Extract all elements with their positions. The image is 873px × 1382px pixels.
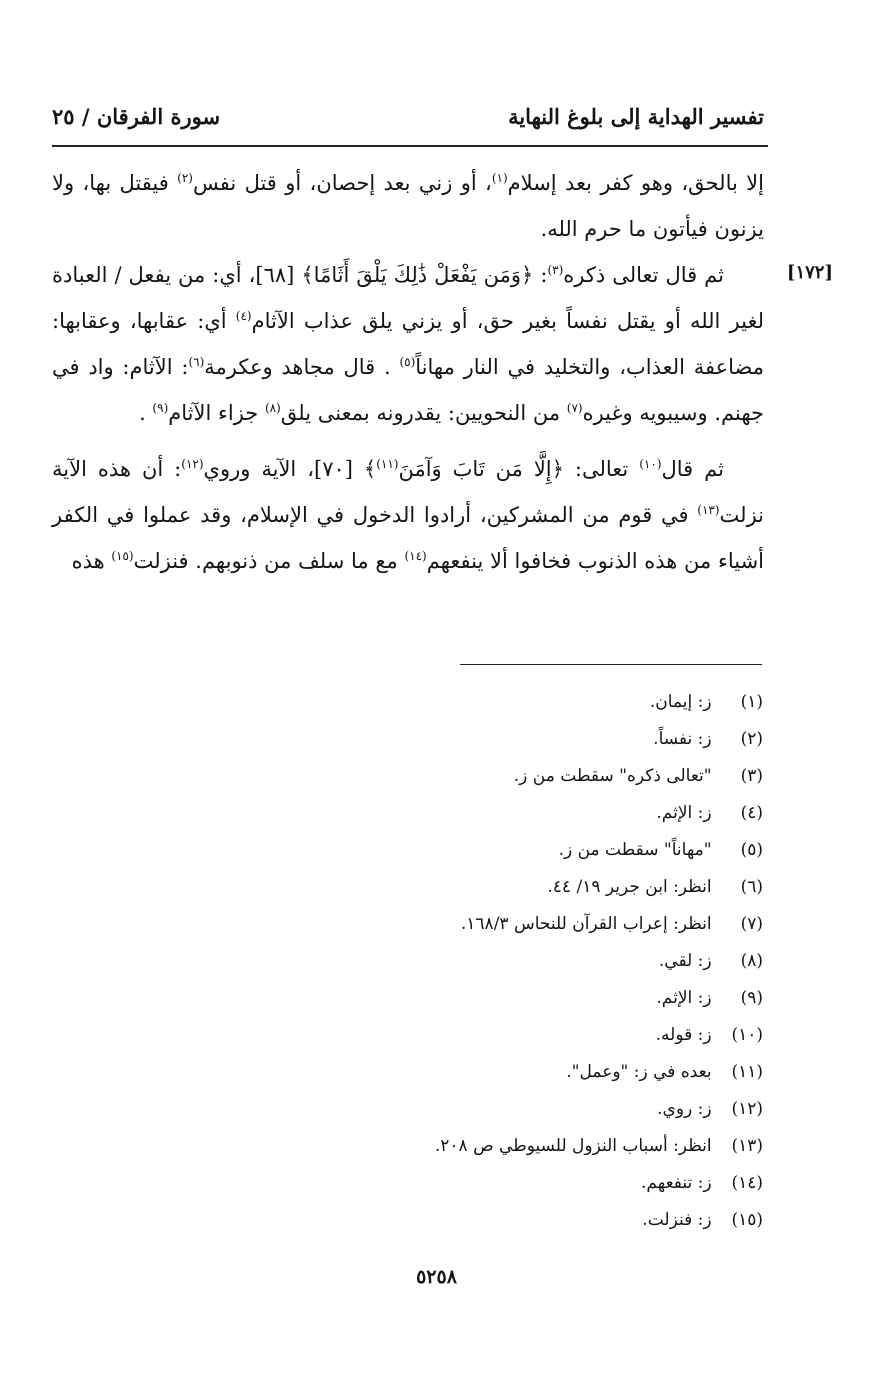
footnote-item <box>163 721 763 758</box>
footnote-number: (٦) <box>740 877 763 897</box>
footnote-item <box>163 1165 763 1202</box>
footnotes-list <box>163 684 763 1239</box>
text-run: فيقتل بها، ولا يزنون فيأتون ما حرم الله. <box>52 171 764 241</box>
margin-folio-marker: [١٧٢] <box>786 262 833 283</box>
footnote-item <box>163 795 763 832</box>
footnote-text: انظر: أسباب النزول للسيوطي ص ٢٠٨. <box>434 1136 712 1156</box>
text-run: هذه <box>71 549 112 573</box>
text-run: مع ما سلف من ذنوبهم. فنزلت <box>133 549 405 573</box>
footnote-ref[interactable]: (٥) <box>399 355 416 369</box>
footnote-text: انظر: ابن جرير ١٩/ ٤٤. <box>547 877 712 897</box>
footnote-item <box>163 1017 763 1054</box>
footnote-ref[interactable]: (٦) <box>188 355 205 369</box>
footnote-ref[interactable]: (١٢) <box>181 457 204 471</box>
footnote-item <box>163 1128 763 1165</box>
text-run: : الآثام: واد في جهنم. وسيبويه وغيره <box>52 355 764 425</box>
footnote-divider <box>460 664 762 665</box>
footnote-item <box>163 1091 763 1128</box>
text-run: ثم قال تعالى ذكره <box>563 263 725 287</box>
footnote-number: (١٣) <box>731 1136 763 1156</box>
text-run: من النحويين: يقدرونه بمعنى يلق <box>280 401 567 425</box>
footnote-number: (٢) <box>740 729 763 749</box>
footnote-ref[interactable]: (١١) <box>376 457 399 471</box>
footnote-text: ز: الإثم. <box>656 988 712 1008</box>
footnote-text: "مهاناً" سقطت من ز. <box>558 840 712 860</box>
footnote-number: (٨) <box>740 951 763 971</box>
footnote-item <box>163 832 763 869</box>
footnote-number: (٩) <box>740 988 763 1008</box>
text-run: جزاء الآثام <box>168 401 265 425</box>
footnote-number: (٤) <box>740 803 763 823</box>
footnote-number: (٣) <box>740 766 763 786</box>
surah-title: سورة الفرقان / ٢٥ <box>52 104 221 129</box>
footnote-text: ز: لقي. <box>658 951 712 971</box>
text-run: أي: عقابها، وعقابها: مضاعفة العذاب، والتخليد في النار مهاناً <box>52 309 765 379</box>
header-divider <box>52 145 768 147</box>
footnote-text: ز: الإثم. <box>656 803 712 823</box>
footnote-ref[interactable]: (٧) <box>566 401 583 415</box>
footnote-ref[interactable]: (١٤) <box>404 549 427 563</box>
footnote-ref[interactable]: (١) <box>491 171 508 185</box>
main-text <box>52 160 764 584</box>
footnote-number: (١٢) <box>731 1099 763 1119</box>
text-run: . قال مجاهد وعكرمة <box>204 355 400 379</box>
footnote-item <box>163 1054 763 1091</box>
text-run: تعالى: ﴿إِلَّا مَن تَابَ وَآمَنَ <box>398 457 640 481</box>
footnote-number: (١٤) <box>731 1173 763 1193</box>
footnote-number: (٥) <box>740 840 763 860</box>
footnote-number: (١) <box>740 692 763 712</box>
paragraph-2 <box>52 252 764 436</box>
footnote-text: ز: نفساً. <box>653 729 712 749</box>
paragraph-1 <box>52 160 764 252</box>
footnote-ref[interactable]: (٢) <box>177 171 193 185</box>
book-title: تفسير الهداية إلى بلوغ النهاية <box>508 104 764 129</box>
footnote-number: (١٠) <box>731 1025 763 1045</box>
footnote-item <box>163 943 763 980</box>
text-run: : ﴿وَمَن يَفْعَلْ ذَٰلِكَ يَلْقَ أَثَامًا﴾ [٦٨]، أي: من يفعل / العبادة لغير الله أو يقتل نفساً بغير حق، أو يزني يلق عذاب الآثام <box>52 263 764 333</box>
footnote-item <box>163 906 763 943</box>
text-run: ﴾ [٧٠]، الآية وروي <box>203 457 377 481</box>
footnote-ref[interactable]: (١٠) <box>639 457 662 471</box>
footnote-item <box>163 980 763 1017</box>
footnote-ref[interactable]: (١٣) <box>697 503 720 517</box>
footnote-item <box>163 758 763 795</box>
text-run: : أن هذه الآية نزلت <box>52 457 764 527</box>
footnote-text: "تعالى ذكره" سقطت من ز. <box>513 766 712 786</box>
text-run: إلا بالحق، وهو كفر بعد إسلام <box>507 171 764 195</box>
page-number: ٥٢٥٨ <box>416 1266 457 1288</box>
footnote-number: (١٥) <box>731 1210 763 1230</box>
footnote-item <box>163 684 763 721</box>
running-header <box>52 98 764 144</box>
footnote-ref[interactable]: (٩) <box>152 401 169 415</box>
footnote-text: ز: تنفعهم. <box>641 1173 712 1193</box>
footnote-item <box>163 869 763 906</box>
text-run: . <box>139 401 153 425</box>
paragraph-3 <box>52 446 764 584</box>
footnote-text: انظر: إعراب القرآن للنحاس ١٦٨/٣. <box>460 914 712 934</box>
text-run: ثم قال <box>661 457 724 481</box>
footnote-ref[interactable]: (٤) <box>235 309 252 323</box>
footnote-text: بعده في ز: "وعمل". <box>566 1062 712 1082</box>
footnote-number: (١١) <box>731 1062 763 1082</box>
text-run: ، أو زني بعد إحصان، أو قتل نفس <box>192 171 492 195</box>
footnote-ref[interactable]: (٨) <box>264 401 281 415</box>
footnote-text: ز: روي. <box>657 1099 712 1119</box>
footnote-ref[interactable]: (٣) <box>547 263 564 277</box>
footnote-text: ز: إيمان. <box>649 692 712 712</box>
footnote-text: ز: فنزلت. <box>642 1210 712 1230</box>
text-run: في قوم من المشركين، أرادوا الدخول في الإسلام، وقد عملوا في الكفر أشياء من هذه الذنوب فخافوا ألا ينفعهم <box>52 503 764 573</box>
footnote-ref[interactable]: (١٥) <box>111 549 134 563</box>
footnote-item <box>163 1202 763 1239</box>
footnote-number: (٧) <box>740 914 763 934</box>
footnote-text: ز: قوله. <box>655 1025 712 1045</box>
